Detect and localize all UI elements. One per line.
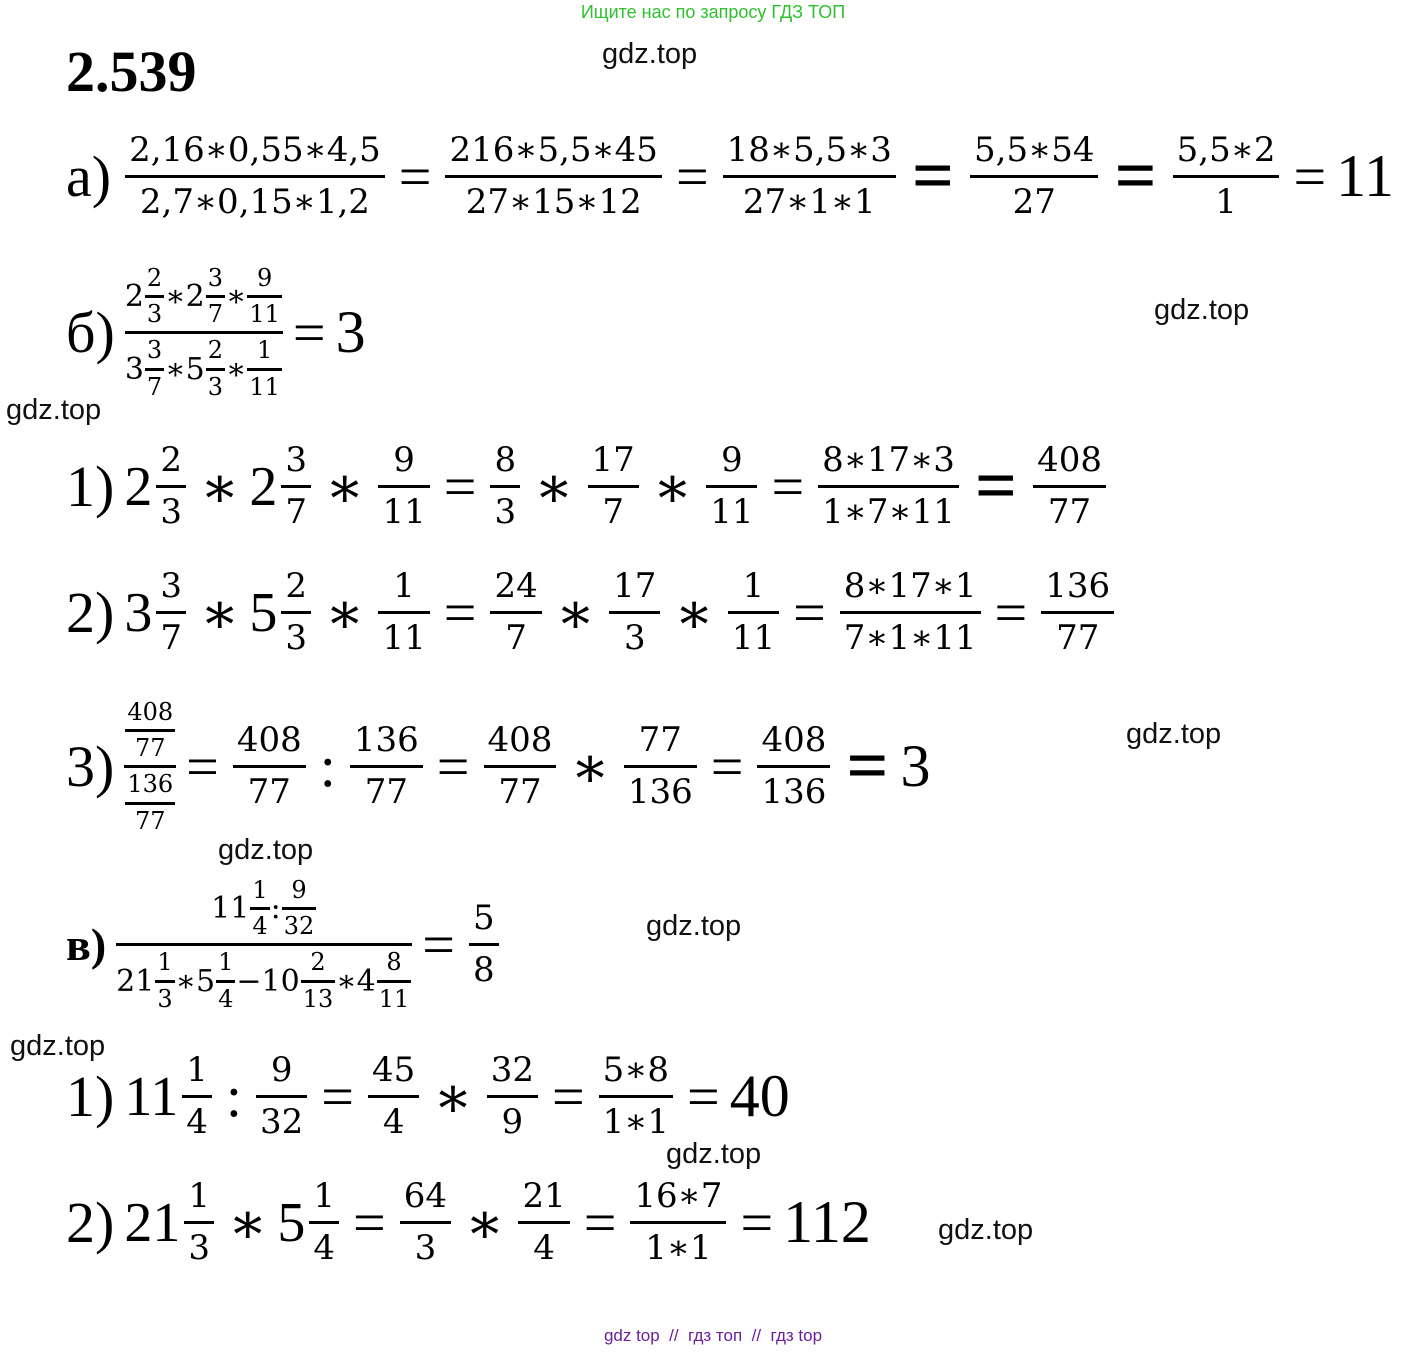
step-label: 1): [66, 1064, 115, 1130]
complex-fraction: 11 1 4 : 9 32 21 1 3 ∗5 1 4 −10 2 13 ∗4 8 11: [116, 878, 412, 1012]
part-b-equation: б) 2 2 3 ∗2 3 7 ∗ 9 11 3 3 7 ∗5 2 3 ∗ 1 11 = 3: [66, 264, 366, 401]
complex-fraction: 2 2 3 ∗2 3 7 ∗ 9 11 3 3 7 ∗5 2 3 ∗ 1 11: [125, 266, 283, 400]
fraction: $\frac{17}{7}$: [588, 442, 639, 532]
step-label: 2): [66, 1190, 115, 1256]
fraction: $\frac{1}{11}$: [728, 568, 779, 658]
watermark: gdz.top: [1154, 294, 1250, 326]
watermark: gdz.top: [938, 1214, 1034, 1246]
fraction: $\frac{2,16∗0,55∗4,5}{2,7∗0,15∗1,2}$: [125, 132, 385, 222]
watermark: gdz.top: [1126, 718, 1222, 750]
fraction: $\frac{408}{77}$: [1033, 442, 1106, 532]
watermark: gdz.top: [646, 910, 742, 942]
part-b-result: 3: [335, 299, 366, 366]
watermark: gdz.top: [602, 38, 698, 70]
fraction: $\frac{216∗5,5∗45}{27∗15∗12}$: [445, 132, 661, 222]
part-a-equation: а) $\frac{2,16∗0,55∗4,5}{2,7∗0,15∗1,2}$ = $\frac{216∗5,5∗45}{27∗15∗12}$ = $\frac{18∗5,5∗3}{27∗1∗1}$ = $\frac{5,5∗54}{27}$ = $\frac{5,5∗2}{1}$ = 11: [66, 130, 1394, 223]
part-b-step-2: 2) 3 $\frac{3}{7}$ ∗ 5 $\frac{2}{3}$ ∗ $\frac{1}{11}$ = $\frac{24}{7}$ ∗ $\frac{17}{3}$ ∗ $\frac{1}{11}$ = $\frac{8∗17∗1}{7∗1∗11}$ = $\frac{136}{77}$: [66, 568, 1118, 658]
fraction: $\frac{9}{11}$: [706, 442, 757, 532]
watermark: gdz.top: [666, 1138, 762, 1170]
part-b-step-3: 3) $\frac{408}{77}$ 136 77 = $\frac{408}{77}$ : $\frac{136}{77}$ = $\frac{408}{77}$ ∗ $\frac{77}{136}$ = $\frac{408}{136}$ = 3: [66, 698, 931, 835]
fraction: $\frac{8∗17∗1}{7∗1∗11}$: [840, 568, 981, 658]
watermark: gdz.top: [6, 394, 102, 426]
part-a-result: 11: [1336, 143, 1394, 210]
step-label: 3): [66, 734, 115, 800]
part-v-step-2: 2) 21 $\frac{1}{3}$ ∗ 5 $\frac{1}{4}$ = $\frac{64}{3}$ ∗ $\frac{21}{4}$ = $\frac{16∗7}{1∗1}$ = 112: [66, 1176, 871, 1269]
step-label: 1): [66, 454, 115, 520]
part-v-step-1: 1) 11 $\frac{1}{4}$ : $\frac{9}{32}$ = $\frac{45}{4}$ ∗ $\frac{32}{9}$ = $\frac{5∗8}{1∗1}$ = 40: [66, 1050, 790, 1143]
fraction: $\frac{5}{8}$: [469, 900, 499, 990]
step-2-result: 112: [783, 1189, 871, 1256]
fraction: $\frac{8}{3}$: [490, 442, 520, 532]
step-label: 2): [66, 580, 115, 646]
fraction: $\frac{24}{7}$: [490, 568, 541, 658]
fraction: $\frac{5,5∗54}{27}$: [970, 132, 1098, 222]
part-v-equation: в) 11 1 4 : 9 32 21 1 3 ∗5 1 4 −10 2 13 ∗4 8 11 = $\frac{5}{8}$: [66, 878, 503, 1012]
fraction: $\frac{5,5∗2}{1}$: [1173, 132, 1280, 222]
step-1-result: 40: [729, 1063, 790, 1130]
watermark: gdz.top: [218, 834, 314, 866]
part-b-step-1: 1) 2 $\frac{2}{3}$ ∗ 2 $\frac{3}{7}$ ∗ $\frac{9}{11}$ = $\frac{8}{3}$ ∗ $\frac{17}{7}$ ∗ $\frac{9}{11}$ = $\frac{8∗17∗3}{1∗7∗11}$ = $\frac{408}{77}$: [66, 442, 1110, 532]
footer-links[interactable]: gdz top // гдз топ // гдз top: [603, 1326, 823, 1345]
top-banner: Ищите нас по запросу ГДЗ ТОП: [580, 2, 846, 22]
step-3-result: 3: [900, 733, 931, 800]
part-v-label: в): [66, 919, 107, 971]
fraction: $\frac{18∗5,5∗3}{27∗1∗1}$: [723, 132, 896, 222]
part-b-label: б): [66, 300, 115, 366]
part-a-label: а): [66, 144, 112, 210]
problem-number: 2.539: [66, 39, 197, 104]
fraction: $\frac{136}{77}$: [1041, 568, 1114, 658]
fraction: $\frac{8∗17∗3}{1∗7∗11}$: [818, 442, 959, 532]
watermark: gdz.top: [10, 1030, 106, 1062]
fraction: $\frac{17}{3}$: [609, 568, 660, 658]
complex-fraction: $\frac{408}{77}$ 136 77: [124, 700, 176, 834]
